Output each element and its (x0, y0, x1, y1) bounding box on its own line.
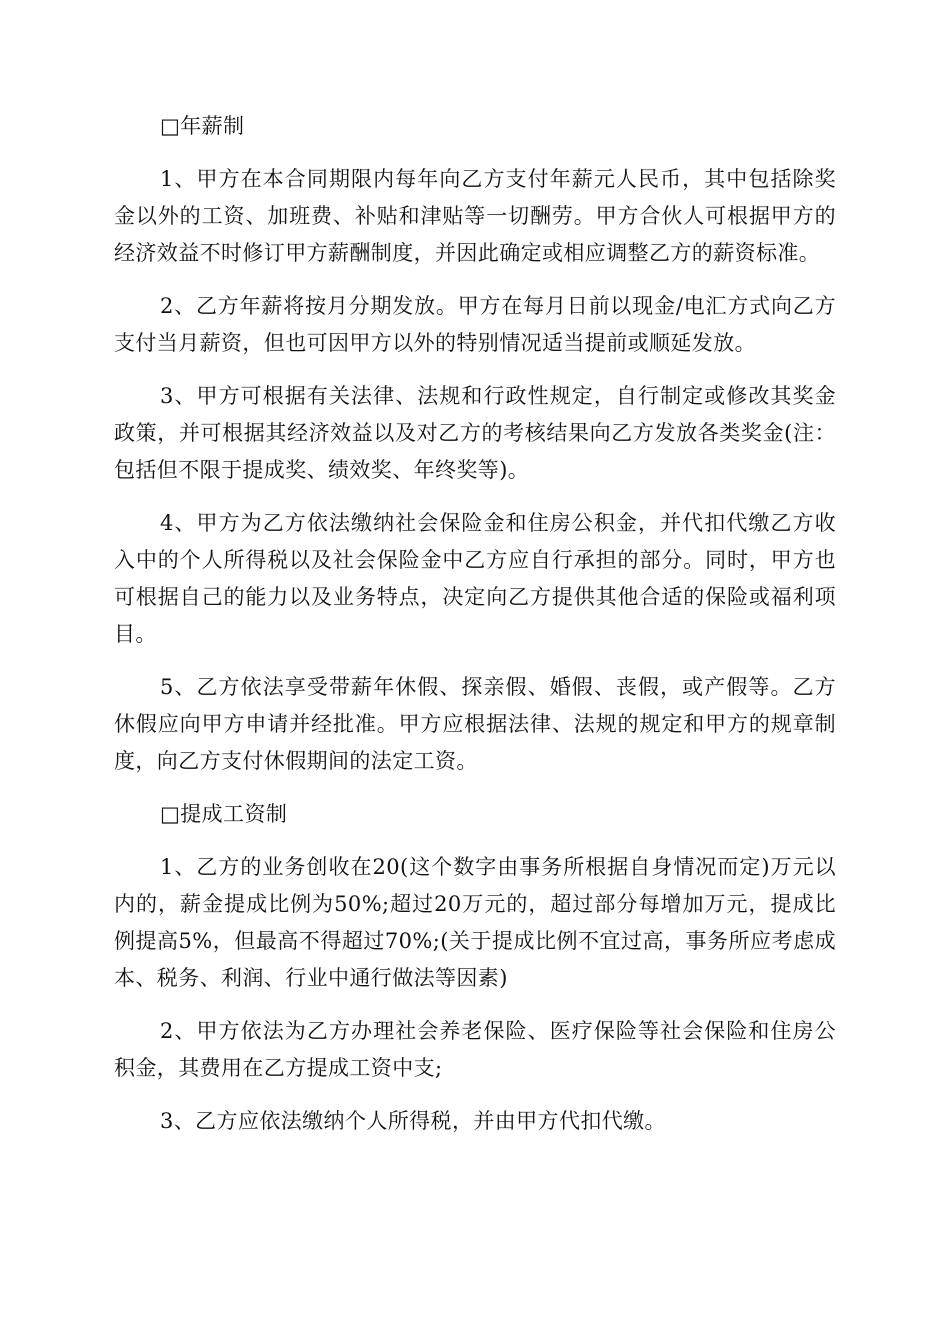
annual-salary-clause-1: 1、甲方在本合同期限内每年向乙方支付年薪元人民币，其中包括除奖金以外的工资、加班费、补贴和津贴等一切酬劳。甲方合伙人可根据甲方的经济效益不时修订甲方薪酬制度，并因此确定或相应调整乙方的薪资标准。 (114, 167, 836, 265)
commission-clause-2: 2、甲方依法为乙方办理社会养老保险、医疗保险等社会保险和住房公积金，其费用在乙方提成工资中支; (114, 1019, 836, 1080)
section-heading-commission-salary: □提成工资制 (160, 802, 288, 826)
commission-clause-3: 3、乙方应依法缴纳个人所得税，并由甲方代扣代缴。 (160, 1109, 666, 1133)
document-body (114, 108, 836, 1156)
commission-clause-1: 1、乙方的业务创收在20(这个数字由事务所根据自身情况而定)万元以内的，薪金提成比例为50%;超过20万元的，超过部分每增加万元，提成比例提高5%，但最高不得超过70%;(关于提成比例不宜过高，事务所应考虑成本、税务、利润、行业中通行做法等因素) (114, 855, 836, 990)
annual-salary-clause-5: 5、乙方依法享受带薪年休假、探亲假、婚假、丧假，或产假等。乙方休假应向甲方申请并经批准。甲方应根据法律、法规的规定和甲方的规章制度，向乙方支付休假期间的法定工资。 (114, 675, 836, 773)
annual-salary-clause-4: 4、甲方为乙方依法缴纳社会保险金和住房公积金，并代扣代缴乙方收入中的个人所得税以及社会保险金中乙方应自行承担的部分。同时，甲方也可根据自己的能力以及业务特点，决定向乙方提供其他合适的保险或福利项目。 (114, 511, 836, 646)
section-heading-annual-salary: □年薪制 (160, 114, 245, 138)
annual-salary-clause-3: 3、甲方可根据有关法律、法规和行政性规定，自行制定或修改其奖金政策，并可根据其经济效益以及对乙方的考核结果向乙方发放各类奖金(注：包括但不限于提成奖、绩效奖、年终奖等)。 (114, 384, 836, 482)
annual-salary-clause-2: 2、乙方年薪将按月分期发放。甲方在每月日前以现金/电汇方式向乙方支付当月薪资，但也可因甲方以外的特别情况适当提前或顺延发放。 (114, 294, 836, 355)
